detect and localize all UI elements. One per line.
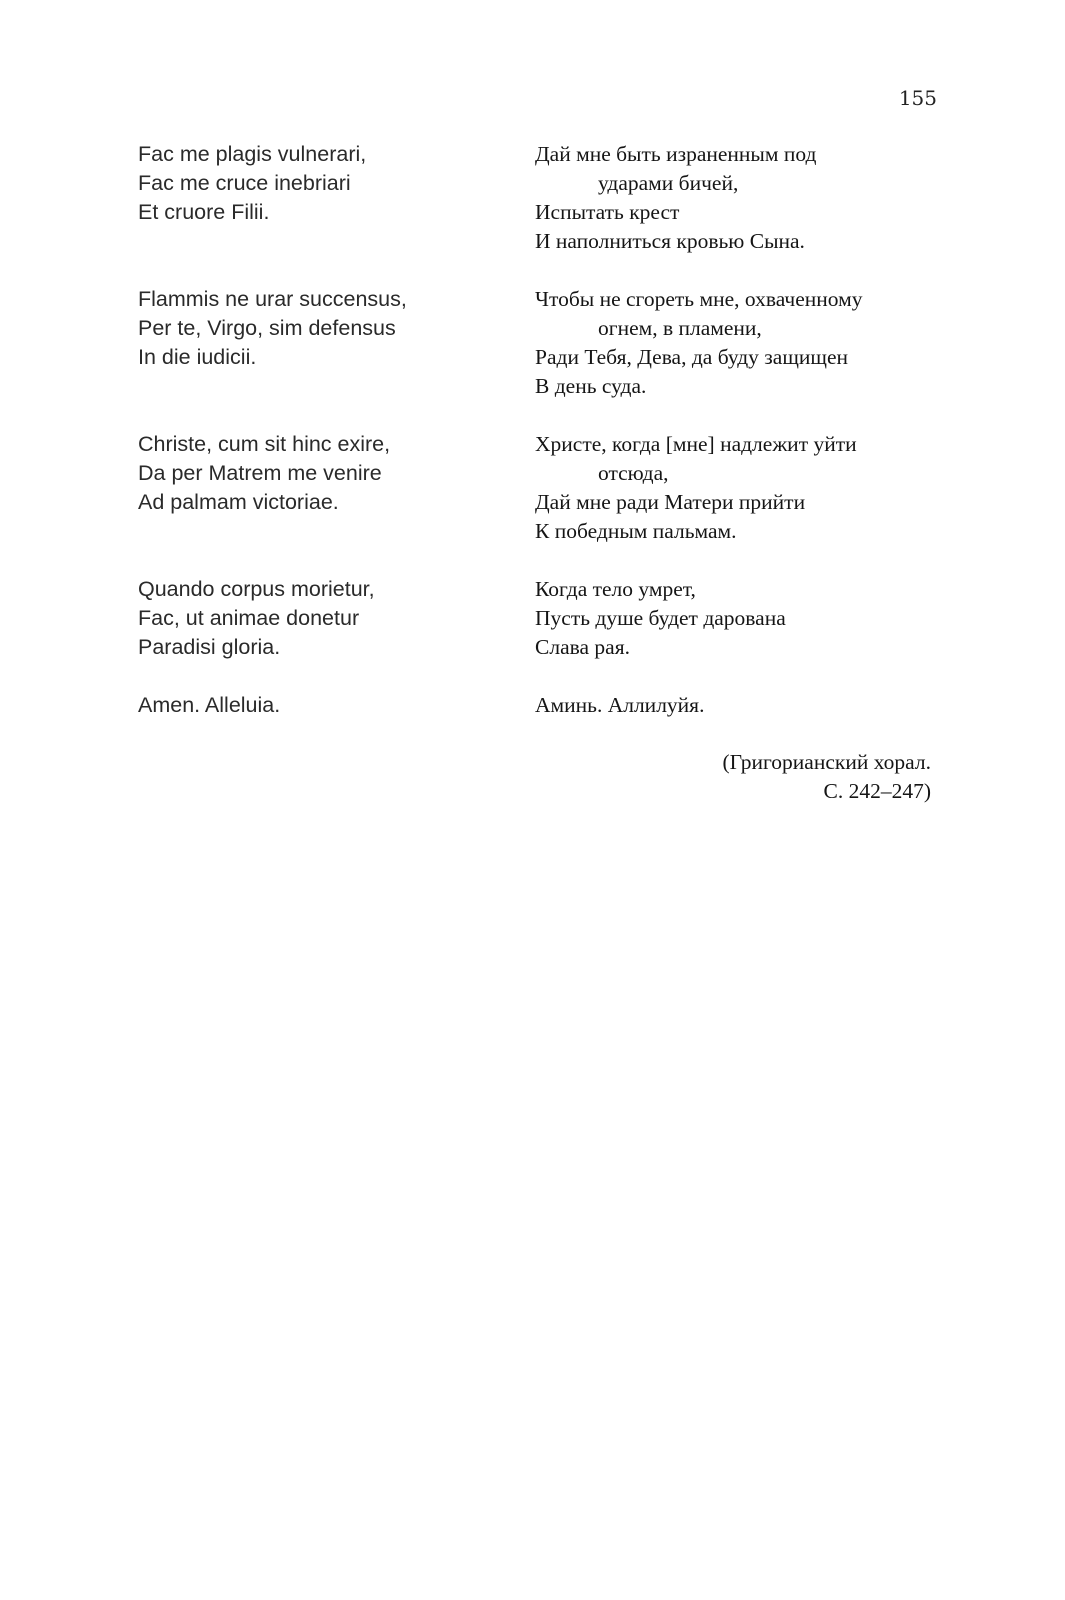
russian-line: Ради Тебя, Дева, да буду защищен <box>535 345 848 369</box>
latin-line: Fac me cruce inebriari <box>138 171 351 195</box>
latin-stanza-4 <box>138 575 508 662</box>
russian-line: ударами бичей, <box>598 171 739 195</box>
latin-line: Et cruore Filii. <box>138 200 270 224</box>
latin-line: Christe, cum sit hinc exire, <box>138 432 391 456</box>
latin-line: Paradisi gloria. <box>138 635 281 659</box>
latin-stanza-3 <box>138 430 508 517</box>
russian-line: Чтобы не сгореть мне, охваченному <box>535 287 863 311</box>
citation-line: (Григорианский хорал. <box>722 750 931 774</box>
latin-line: Per te, Virgo, sim defensus <box>138 316 396 340</box>
latin-line: Flammis ne urar succensus, <box>138 287 407 311</box>
russian-stanza-1 <box>535 140 955 256</box>
russian-line: Дай мне быть израненным под <box>535 142 817 166</box>
russian-line: отсюда, <box>598 461 669 485</box>
russian-stanza-2 <box>535 285 955 401</box>
russian-line: Испытать крест <box>535 200 680 224</box>
russian-line: Когда тело умрет, <box>535 577 696 601</box>
latin-stanza-2 <box>138 285 508 372</box>
latin-stanza-1 <box>138 140 508 227</box>
latin-column <box>138 140 508 720</box>
russian-line: Пусть душе будет дарована <box>535 606 786 630</box>
russian-column <box>535 140 955 720</box>
russian-line: К победным пальмам. <box>535 519 737 543</box>
russian-line: И наполниться кровью Сына. <box>535 229 805 253</box>
russian-line: Слава рая. <box>535 635 630 659</box>
russian-line: огнем, в пламени, <box>598 316 762 340</box>
latin-line: Fac, ut animae donetur <box>138 606 360 630</box>
russian-stanza-4 <box>535 575 955 662</box>
latin-line: Da per Matrem me venire <box>138 461 382 485</box>
russian-stanza-3 <box>535 430 955 546</box>
source-citation <box>723 748 931 806</box>
latin-line: In die iudicii. <box>138 345 257 369</box>
russian-line: Христе, когда [мне] надлежит уйти <box>535 432 857 456</box>
latin-line: Quando corpus morietur, <box>138 577 375 601</box>
latin-line: Ad palmam victoriae. <box>138 490 339 514</box>
russian-ending: Аминь. Аллилуйя. <box>535 693 705 717</box>
latin-line: Fac me plagis vulnerari, <box>138 142 367 166</box>
page-number: 155 <box>898 86 937 110</box>
citation-line: С. 242–247) <box>823 779 931 803</box>
russian-line: Дай мне ради Матери прийти <box>535 490 806 514</box>
russian-line: В день суда. <box>535 374 647 398</box>
latin-ending: Amen. Alleluia. <box>138 693 281 717</box>
